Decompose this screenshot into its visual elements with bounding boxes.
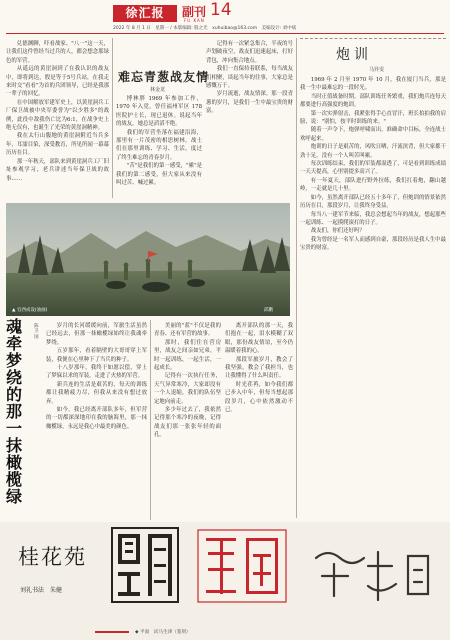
section-title: 副刊 — [182, 5, 207, 19]
article-lower-paragraph: 记得有一次执行任务，天气异常寒冷，大家却没有一个人退缩，我们的队伍坚定地向前走。 — [154, 373, 221, 405]
article-middle-col-1 — [116, 95, 202, 200]
article-middle-col-2 — [206, 40, 293, 200]
article-middle-author: 林金龙 — [150, 87, 166, 93]
article-middle-paragraph: 岁月流逝，战友情深。那一段青葱的岁月，是我们一生中最宝贵的财富。 — [206, 91, 293, 115]
decorative-ornament — [308, 542, 438, 612]
article-middle-paragraph: 我们的军营坐落在福建沿海，那里有一片茂密的相思树林，战士们在那里训练、学习、生活，度过了终生难忘的青春岁月。 — [116, 129, 202, 161]
article-right-paragraph: 炮训的日子是艰苦的，风吹日晒，汗流浃背，但大家都干劲十足，没有一个人叫苦叫累。 — [300, 144, 446, 159]
painting-image — [6, 203, 290, 316]
article-vertical-paragraph: 五岁那年，看着隔壁的大哥哥穿上军装，我便在心里种下了当兵的种子。 — [46, 348, 147, 363]
article-right-paragraph: 每次训练结束，我们的军装都湿透了，可是看到训练成绩一天天提高，心里别提多高兴了。 — [300, 161, 446, 176]
article-lower-paragraph: 离开部队的那一天，我们抱在一起，泪水模糊了双眼，那份战友情谊，至今仍温暖着我的心。 — [225, 323, 293, 355]
article-left-paragraph: 从遥远的黄崖洞到了在我认识的战友中，即将到达，殷是等于5号兵站，在我走来时交“看看”为首的兵团领导，已经是我那一辈子的回忆。 — [6, 66, 109, 98]
article-vertical-paragraph: 十八岁那年，我终于如愿以偿，穿上了梦寐以求的军装，走进了火热的军营。 — [46, 365, 147, 380]
bottom-feature-band — [0, 522, 450, 640]
seal-carving-1 — [110, 526, 180, 604]
article-left — [6, 40, 109, 200]
article-right-title: 炮训 — [336, 47, 372, 63]
footer-accent-bar — [95, 631, 129, 633]
article-right-paragraph: 每当八一建军节来临，我总会想起当年的战友，想起那些一起训练、一起摸爬滚打的日子。 — [300, 211, 446, 226]
painting-illustration — [6, 203, 290, 316]
column-divider — [112, 38, 113, 198]
article-lower-mid-col-2 — [225, 322, 293, 520]
article-lower-paragraph: 多少年过去了，我依然记得那个寒冷的夜晚，记得战友们那一张张年轻的面孔。 — [154, 407, 221, 439]
photo-credit: 邱鹏 — [264, 308, 273, 313]
column-divider — [296, 38, 297, 518]
article-vertical-paragraph: 如今，我已经离开部队多年，但军营的一切都深深地印在我的脑海里，那一抹橄榄绿，永远是我心中最美的颜色。 — [46, 407, 147, 430]
article-vertical-title: 魂牵梦绕的那一抹橄榄绿 — [6, 317, 23, 506]
dateline: 2022 年 8 月 1 日 星期一 / 本版编辑: 殷之光 xuhuibao@163.com 美编设计: 刘中斌 — [113, 26, 297, 31]
article-lower-paragraph: 那段军旅岁月，教会了我坚强，教会了我担当，也让我懂得了什么叫责任。 — [225, 356, 293, 380]
article-right-paragraph: 1969 年 2 月至 1970 年 10 月，我在厦门当兵，那是我一生中最难忘的一段时光。 — [300, 77, 446, 92]
masthead — [0, 0, 450, 36]
article-middle-title: 难忘青葱战友情 — [118, 70, 210, 84]
page-number: 14 — [210, 0, 232, 20]
article-lower-mid-col-1 — [154, 322, 221, 520]
column-divider — [150, 320, 151, 520]
article-right-paragraph: 第一次实弹射击，我紧张得手心直冒汗，班长拍拍我的肩膀，说："别怕，按平时训练的来。" — [300, 110, 446, 126]
article-right-paragraph: 如今，虽然离开部队已经五十多年了，但炮训的情景依然历历在目，那段岁月，让我终身受益。 — [300, 194, 446, 210]
newspaper-brand: 徐汇报 — [113, 5, 177, 22]
article-lower-paragraph: 那时，我们住在营房里，战友之间亲如兄弟，平时一起训练，一起生活，一起成长。 — [154, 339, 221, 372]
article-right-body — [300, 76, 446, 520]
page-footer — [0, 626, 450, 640]
section-title-en: FU KAN — [184, 18, 205, 23]
masthead-rule — [6, 33, 444, 34]
article-right-paragraph: 有一年夏天，部队进行野外拉练，我们扛着炮，翻山越岭，一走就是几十里。 — [300, 177, 446, 193]
footer-text: ◆ 平面 试马生津（篆刻） — [135, 630, 191, 635]
article-left-paragraph: 我在太行山腹地的黄崖洞附近当兵多年，耳濡目染，深受教育，所见所闻一幕幕历历在目。 — [6, 133, 109, 157]
article-middle-paragraph: 我们一直保持着联系，每当战友们相聚，谈起当年的往事，大家总是感慨万千。 — [206, 66, 293, 90]
article-left-paragraph: 兑德测聊，吓看战家、"八一"这一天，让我们这件曾经当过兵的人，都会想念那绿色的军营。 — [6, 41, 109, 64]
article-right-author: 马异雯 — [369, 67, 385, 73]
article-right-paragraph: 战友们，你们还好吗？ — [310, 228, 365, 235]
article-vertical-body — [46, 322, 147, 520]
article-vertical-paragraph: 新兵连的生活是艰苦的，每天的训练都让我精疲力尽，但我从来没有想过放弃。 — [46, 381, 147, 405]
article-right-paragraph: 我为曾经是一名军人而感到自豪，那段经历是我人生中最宝贵的财富。 — [300, 236, 446, 252]
article-right-paragraph: 随着一声令下，炮弹呼啸而出，准确命中目标，全连战士欢呼起来。 — [300, 127, 446, 142]
article-right-paragraph: 当时正值战备时期，部队训练任务繁重，我们炮兵连每天都要进行高强度的炮训。 — [300, 93, 446, 109]
article-middle-paragraph: 博林胖 1969 年参加工作，1970 年入党，曾任福州军区 178 医院护士长，现已退休。说起当年的战友，她总是滔滔不绝。 — [116, 96, 202, 128]
seal-carving-2 — [196, 528, 288, 604]
article-vertical-author: 陈卫国 — [34, 324, 39, 340]
photo-caption: ▲ 官西成设(油画) — [12, 308, 48, 313]
article-left-paragraph: 那一年秋天，部队来到黄崖洞兵工厂旧址参观学习，老兵讲述当年保卫战的故事…… — [6, 158, 109, 182]
column-name: 桂花苑 — [18, 545, 87, 569]
artwork-caption: 刘礼书法 朱健 — [20, 587, 63, 594]
article-lower-paragraph: 时光荏苒，如今我们都已步入中年，但每当想起那段岁月，心中依然激动不已。 — [225, 381, 293, 414]
article-lower-paragraph: 美丽的"蓝"不仅是我的青春、还有军营的故事。 — [154, 323, 221, 338]
article-middle-paragraph: 记得有一次紧急集合，半夜的号声划破夜空，战友们迅速起床，打好背包，冲向集合地点。 — [206, 41, 293, 64]
article-left-paragraph: 在中国解放军建军史上，以黄崖洞兵工厂保卫战被中央军委誉为"以少胜多"的战例，此役中敌我伤亡比为6:1，在战争史上绝无仅有，也诞生了光荣的黄崖洞精神。 — [6, 99, 109, 132]
article-middle-paragraph: "苦"是我们的第一感受，"累"是我们的第二感受，但大家从来没有叫过苦、喊过累。 — [116, 163, 202, 187]
article-vertical-paragraph: 岁月的长河缓缓向前，军旅生活虽然已经远去，但那一抹橄榄绿始终让我魂牵梦绕。 — [46, 323, 147, 346]
